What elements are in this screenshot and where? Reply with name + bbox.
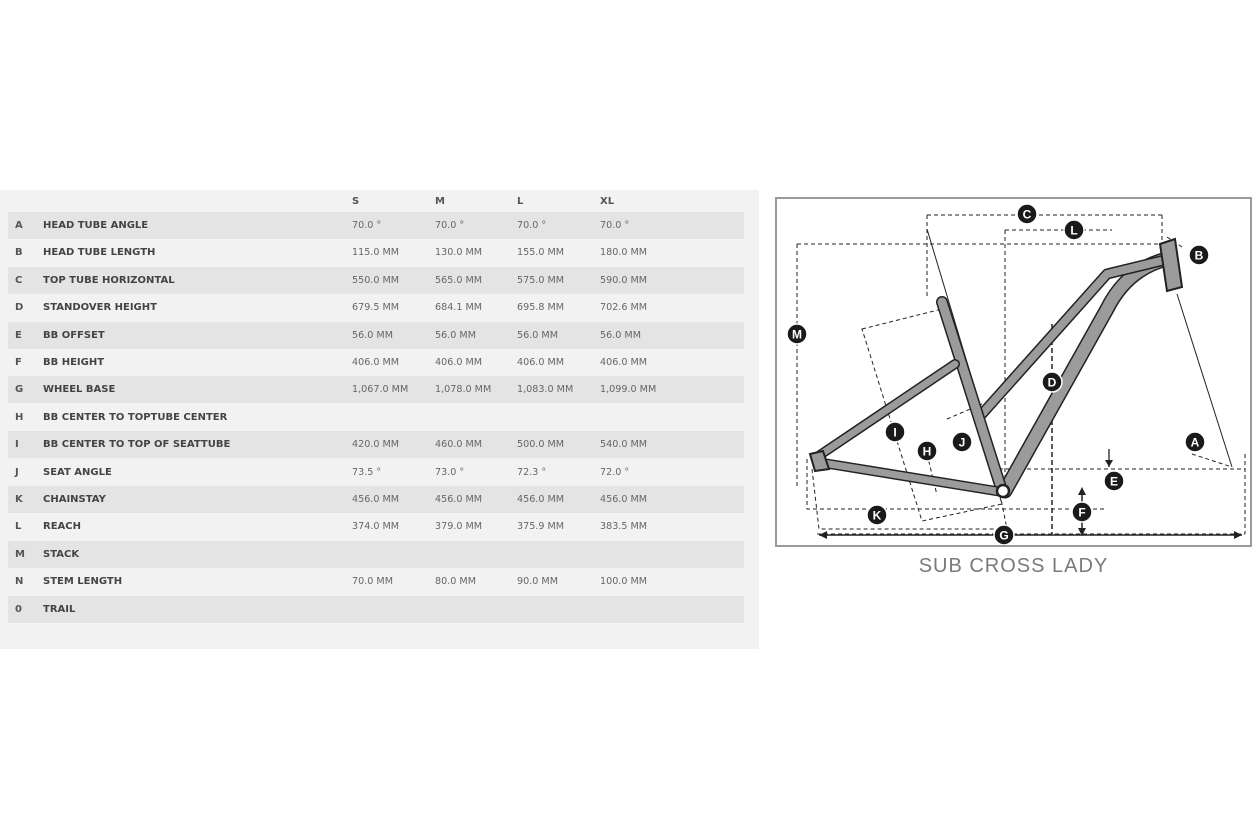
row-letter: M [15,548,25,560]
row-value-xl: 406.0 MM [600,357,648,368]
dimension-marker-label: C [1022,207,1032,222]
row-measurement-name: STANDOVER HEIGHT [43,302,157,314]
row-value-s: 1,067.0 MM [352,384,409,396]
frame-tube [817,364,955,457]
arrowhead [1105,460,1113,467]
row-value-l: 155.0 MM [517,247,565,259]
frame-drawing [777,199,1250,545]
bottom-bracket [997,485,1009,497]
arrowhead [1234,531,1242,539]
row-value-s: 679.5 MM [352,302,400,314]
row-value-l: 406.0 MM [517,357,565,368]
row-value-m: 379.0 MM [435,521,483,533]
geometry-table [0,190,759,649]
row-value-m: 56.0 MM [435,329,476,341]
row-value-l: 1,083.0 MM [517,384,574,396]
row-value-m: 456.0 MM [435,494,483,505]
dimension-marker-label: B [1194,248,1204,263]
bike-geometry-diagram [775,197,1252,547]
row-letter: H [15,411,24,423]
row-letter: B [15,247,23,259]
row-value-xl: 456.0 MM [600,494,648,505]
row-value-m: 70.0 ° [435,220,465,231]
row-value-m: 80.0 MM [435,576,476,588]
dimension-marker-label: E [1109,474,1119,489]
row-measurement-name: HEAD TUBE ANGLE [43,220,149,231]
row-value-s: 374.0 MM [352,521,400,533]
dimension-marker-label: M [792,327,802,342]
dimension-marker-label: H [922,444,932,459]
table-row [8,349,744,376]
row-letter: F [15,357,22,368]
row-value-s: 70.0 ° [352,220,382,231]
diagram-caption: SUB CROSS LADY [918,555,1109,577]
frame-tube [817,462,1002,492]
row-value-xl: 590.0 MM [600,274,648,286]
row-value-l: 90.0 MM [517,576,558,588]
row-letter: C [15,274,23,286]
row-value-s: 115.0 MM [352,247,400,259]
table-row [8,459,744,486]
row-measurement-name: BB CENTER TO TOP OF SEATTUBE [43,439,231,451]
table-row [8,212,744,239]
row-value-xl: 56.0 MM [600,329,641,341]
head-tube [1160,239,1182,291]
row-measurement-name: STACK [43,548,80,560]
row-measurement-name: BB CENTER TO TOPTUBE CENTER [43,411,228,423]
dimension-marker-label: A [1190,435,1200,450]
table-row [8,239,744,266]
row-value-s: 73.5 ° [352,466,382,478]
row-measurement-name: BB HEIGHT [43,357,105,368]
dimension-marker-label: K [872,508,882,523]
dimension-marker-label: G [999,528,1009,543]
row-value-l: 575.0 MM [517,274,565,286]
table-row [8,404,744,431]
row-value-xl: 72.0 ° [600,466,630,478]
frame-tube-outline [982,259,1169,414]
row-value-m: 565.0 MM [435,274,483,286]
table-header [8,190,744,212]
row-value-xl: 383.5 MM [600,521,648,533]
row-letter: L [15,521,22,533]
table-row [8,431,744,458]
row-value-xl: 70.0 ° [600,220,630,231]
row-letter: 0 [15,603,22,615]
row-letter: A [15,220,23,231]
row-measurement-name: STEM LENGTH [43,576,123,588]
row-measurement-name: WHEEL BASE [43,384,116,396]
row-value-xl: 180.0 MM [600,247,648,259]
row-letter: K [15,494,23,505]
row-value-m: 684.1 MM [435,302,483,314]
row-value-xl: 702.6 MM [600,302,648,314]
row-measurement-name: HEAD TUBE LENGTH [43,247,156,259]
table-row [8,486,744,513]
row-value-m: 130.0 MM [435,247,483,259]
row-value-xl: 540.0 MM [600,439,648,451]
size-header-l: L [517,195,524,207]
row-measurement-name: SEAT ANGLE [43,466,112,478]
row-value-l: 500.0 MM [517,439,565,451]
dimension-marker-label: L [1070,223,1078,238]
row-letter: G [15,384,24,396]
dimension-guide-line [1192,454,1232,467]
row-value-l: 56.0 MM [517,329,558,341]
row-value-s: 456.0 MM [352,494,400,505]
row-value-l: 456.0 MM [517,494,565,505]
table-row [8,322,744,349]
row-measurement-name: REACH [43,521,81,533]
dimension-marker-label: F [1078,505,1086,520]
row-value-l: 695.8 MM [517,302,565,314]
row-value-s: 70.0 MM [352,576,393,588]
row-measurement-name: BB OFFSET [43,329,105,341]
row-letter: I [15,439,19,451]
row-value-m: 460.0 MM [435,439,483,451]
row-value-xl: 1,099.0 MM [600,384,657,396]
row-value-s: 56.0 MM [352,329,393,341]
row-value-s: 420.0 MM [352,439,400,451]
row-letter: J [15,466,19,478]
arrowhead [819,531,827,539]
row-letter: D [15,302,24,314]
row-measurement-name: TOP TUBE HORIZONTAL [43,274,175,286]
row-value-l: 375.9 MM [517,521,565,533]
row-value-m: 1,078.0 MM [435,384,492,396]
row-value-m: 406.0 MM [435,357,483,368]
row-letter: E [15,329,22,341]
size-header-m: M [435,195,445,207]
table-row [8,541,744,568]
row-value-s: 550.0 MM [352,274,400,286]
dimension-marker-label: J [958,435,966,450]
table-row [8,267,744,294]
row-value-l: 72.3 ° [517,466,547,478]
row-value-l: 70.0 ° [517,220,547,231]
dimension-marker-label: I [893,425,897,440]
table-row [8,294,744,321]
size-header-xl: XL [600,195,615,207]
row-value-m: 73.0 ° [435,466,465,478]
table-row [8,568,744,595]
size-header-s: S [352,195,360,207]
table-row [8,513,744,540]
table-row [8,376,744,403]
row-value-xl: 100.0 MM [600,576,648,588]
row-measurement-name: TRAIL [43,603,76,615]
dimension-marker-label: D [1047,375,1057,390]
row-measurement-name: CHAINSTAY [43,494,106,505]
table-row [8,596,744,623]
row-value-s: 406.0 MM [352,357,400,368]
row-letter: N [15,576,24,588]
arrowhead [1078,487,1086,495]
